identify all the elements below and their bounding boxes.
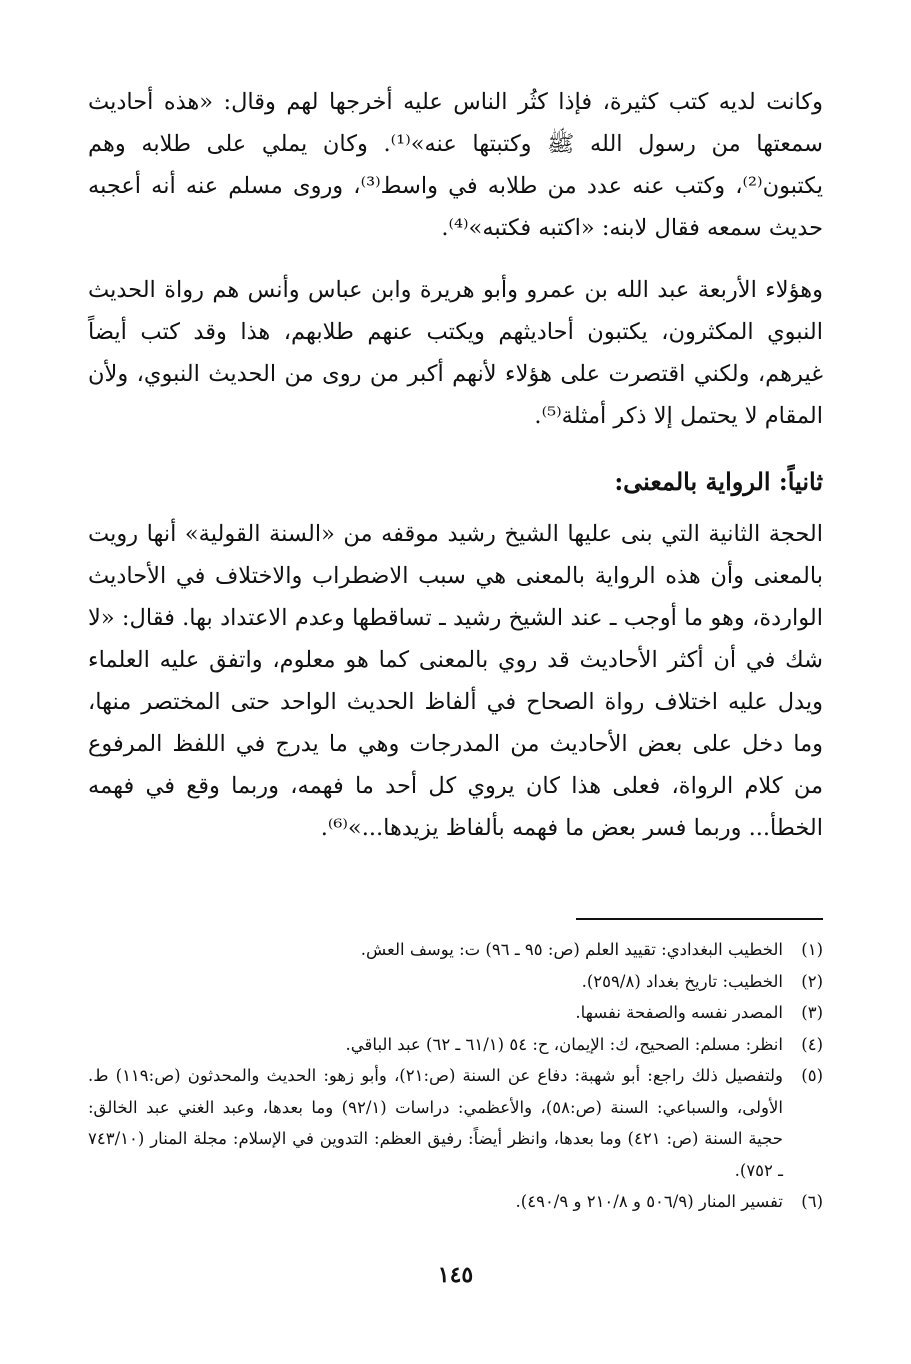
footnote-number: (٥) (801, 1066, 823, 1085)
footnote-number: (٢) (801, 971, 823, 991)
footnote-number: (٣) (801, 1003, 823, 1022)
footnotes (88, 934, 823, 1218)
paragraph-2: وهؤلاء الأربعة عبد الله بن عمرو وأبو هريرة وابن عباس وأنس هم رواة الحديث النبوي المكثرون، يكتبون أحاديثهم ويكتب عنهم طلابهم، هذا وقد كتب أيضاً غيرهم، ولكني اقتصرت على هؤلاء لأنهم أكبر من روى من الحديث النبوي، ولأن المقام لا يحتمل إلا ذكر أمثلة⁽⁵⁾. (88, 277, 823, 429)
footnote-text: الخطيب: تاريخ بغداد (٢٥٩/٨). (581, 971, 783, 991)
footnote-text: المصدر نفسه والصفحة نفسها. (575, 1003, 783, 1022)
footnote-text: ولتفصيل ذلك راجع: أبو شهبة: دفاع عن السنة (ص:٢١)، وأبو زهو: الحديث والمحدثون (ص:١١٩) ط. الأولى، والسباعي: السنة (ص:٥٨)، والأعظمي: دراسات (٩٢/١) وما بعدها، وعبد الغني عبد الخالق: حجية السنة (ص: ٤٢١) وما بعدها، وانظر أيضاً: رفيق العظم: التدوين في الإسلام: مجلة المنار (٧٤٣/١٠ ـ ٧٥٢). (88, 1066, 784, 1180)
footnote-number: (٤) (801, 1034, 823, 1054)
footnote-3 (88, 997, 823, 1029)
footnote-2 (88, 966, 823, 998)
footnote-1 (88, 934, 823, 966)
footnote-5 (88, 1060, 823, 1186)
paragraph-1: وكانت لديه كتب كثيرة، فإذا كثُر الناس عليه أخرجها لهم وقال: «هذه أحاديث سمعتها من رسول الله ﷺ وكتبتها عنه»⁽¹⁾. وكان يملي على طلابه وهم يكتبون⁽²⁾، وكتب عنه عدد من طلابه في واسط⁽³⁾، وروى مسلم عنه أنه أعجبه حديث سمعه فقال لابنه: «اكتبه فكتبه»⁽⁴⁾. (88, 89, 823, 241)
footnote-separator (576, 918, 823, 920)
footnote-text: تفسير المنار (٥٠٦/٩ و ٢١٠/٨ و ٤٩٠/٩). (515, 1192, 783, 1211)
page-number: ١٤٥ (437, 1262, 474, 1288)
footnote-4 (88, 1029, 823, 1061)
footnote-number: (٦) (801, 1192, 823, 1211)
footnote-text: انظر: مسلم: الصحيح، ك: الإيمان، ح: ٥٤ (٦١/١ ـ ٦٢) عبد الباقي. (345, 1034, 783, 1054)
paragraph-3: الحجة الثانية التي بنى عليها الشيخ رشيد موقفه من «السنة القولية» أنها رويت بالمعنى وأن هذه الرواية بالمعنى هي سبب الاضطراب والاختلاف في الأحاديث الواردة، وهو ما أوجب ـ عند الشيخ رشيد ـ تساقطها وعدم الاعتداد بها. فقال: «لا شك في أن أكثر الأحاديث قد روي بالمعنى كما هو معلوم، واتفق عليه العلماء ويدل عليه اختلاف رواة الصحاح في ألفاظ الحديث الواحد حتى المختصر منها، وما دخل على بعض الأحاديث من المدرجات وهي ما يدرج في اللفظ المرفوع من كلام الرواة، فعلى هذا كان يروي كل أحد ما فهمه، وربما وقع في فهمه الخطأ... وربما فسر بعض ما فهمه بألفاظ يزيدها...»⁽⁶⁾. (88, 521, 823, 841)
footnote-number: (١) (801, 940, 823, 959)
footnote-6 (88, 1186, 823, 1218)
section-heading: ثانياً: الرواية بالمعنى: (614, 467, 823, 496)
footnote-text: الخطيب البغدادي: تقييد العلم (ص: ٩٥ ـ ٩٦) ت: يوسف العش. (360, 940, 783, 959)
